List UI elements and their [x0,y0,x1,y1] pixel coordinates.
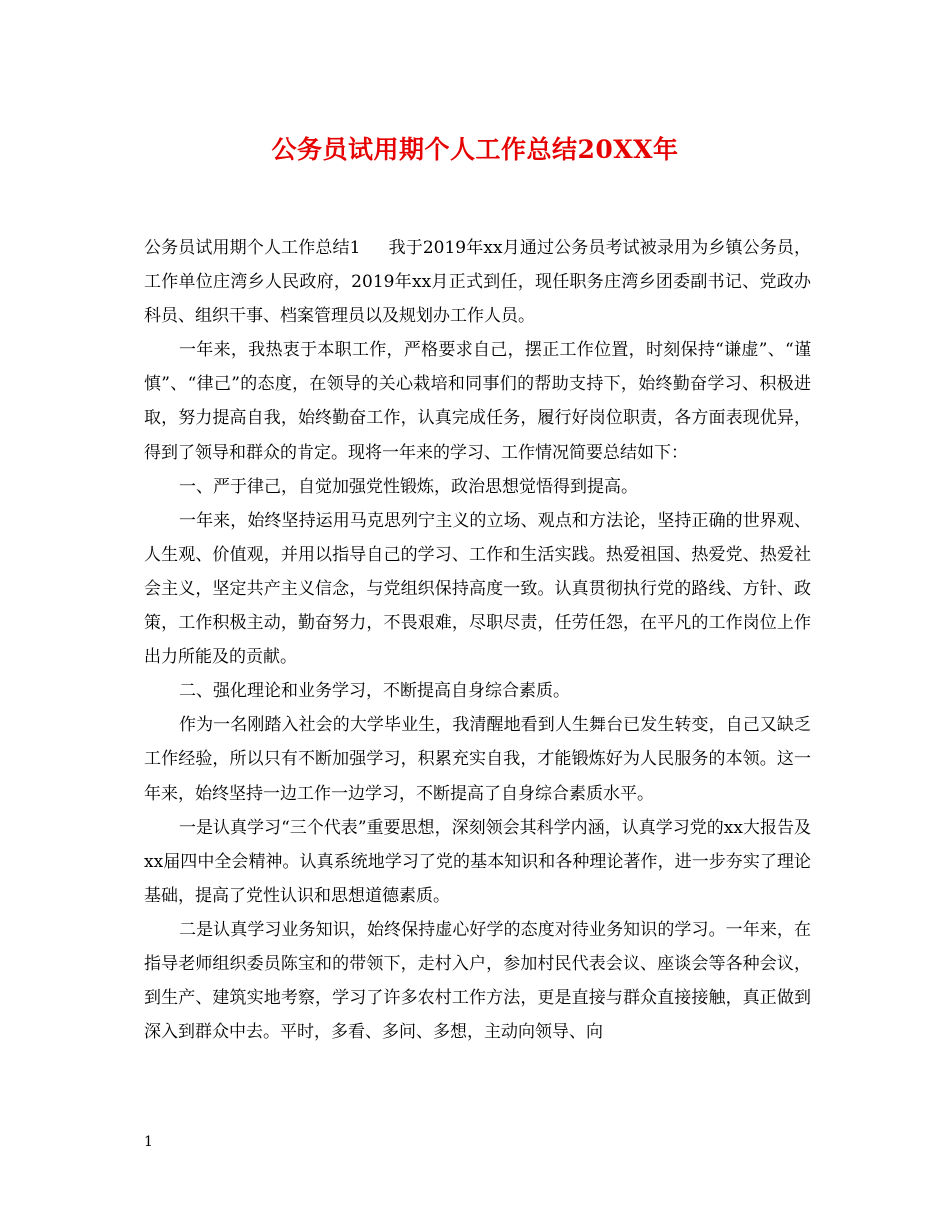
paragraph: 一年来，我热衷于本职工作，严格要求自己，摆正工作位置，时刻保持“谦虚”、“谨慎”、“律己”的态度，在领导的关心栽培和同事们的帮助支持下，始终勤奋学习、积极进取，努力提高自我，始终勤奋工作，认真完成任务，履行好岗位职责，各方面表现优异，得到了领导和群众的肯定。现将一年来的学习、工作情况简要总结如下： [144,340,811,463]
paragraph-intro [144,231,811,333]
paragraph: 一是认真学习“三个代表”重要思想，深刻领会其科学内涵，认真学习党的xx大报告及xx届四中全会精神。认真系统地学习了党的基本知识和各种理论著作，进一步夯实了理论基础，提高了党性认识和思想道德素质。 [144,817,811,906]
paragraph-text: 我于2019年xx月通过公务员考试被录用为乡镇公务员，工作单位庄湾乡人民政府，2019年xx月正式到任，现任职务庄湾乡团委副书记、党政办科员、组织干事、档案管理员以及规划办工作人员。 [144,238,812,327]
paragraph: 一年来，始终坚持运用马克思列宁主义的立场、观点和方法论，坚持正确的世界观、人生观、价值观，并用以指导自己的学习、工作和生活实践。热爱祖国、热爱党、热爱社会主义，坚定共产主义信念，与党组织保持高度一致。认真贯彻执行党的路线、方针、政策，工作积极主动，勤奋努力，不畏艰难，尽职尽责，任劳任怨，在平凡的工作岗位上作出力所能及的贡献。 [144,510,811,668]
document-body [144,231,811,1049]
paragraph: 二是认真学习业务知识，始终保持虚心好学的态度对待业务知识的学习。一年来，在指导老师组织委员陈宝和的带领下，走村入户，参加村民代表会议、座谈会等各种会议，到生产、建筑实地考察，学习了许多农村工作方法，更是直接与群众直接接触，真正做到深入到群众中去。平时，多看、多问、多想，主动向领导、向 [144,919,811,1043]
lead-label: 公务员试用期个人工作总结1 [144,238,361,258]
document-title: 公务员试用期个人工作总结20XX年 [271,135,679,164]
page-number: 1 [144,1134,153,1150]
section-heading-2: 二、强化理论和业务学习，不断提高自身综合素质。 [179,681,570,702]
section-heading-1: 一、严于律己，自觉加强党性锻炼，政治思想觉悟得到提高。 [179,476,638,497]
paragraph: 作为一名刚踏入社会的大学毕业生，我清醒地看到人生舞台已发生转变，自己又缺乏工作经验，所以只有不断加强学习，积累充实自我，才能锻炼好为人民服务的本领。这一年来，始终坚持一边工作一边学习，不断提高了自身综合素质水平。 [144,715,811,804]
